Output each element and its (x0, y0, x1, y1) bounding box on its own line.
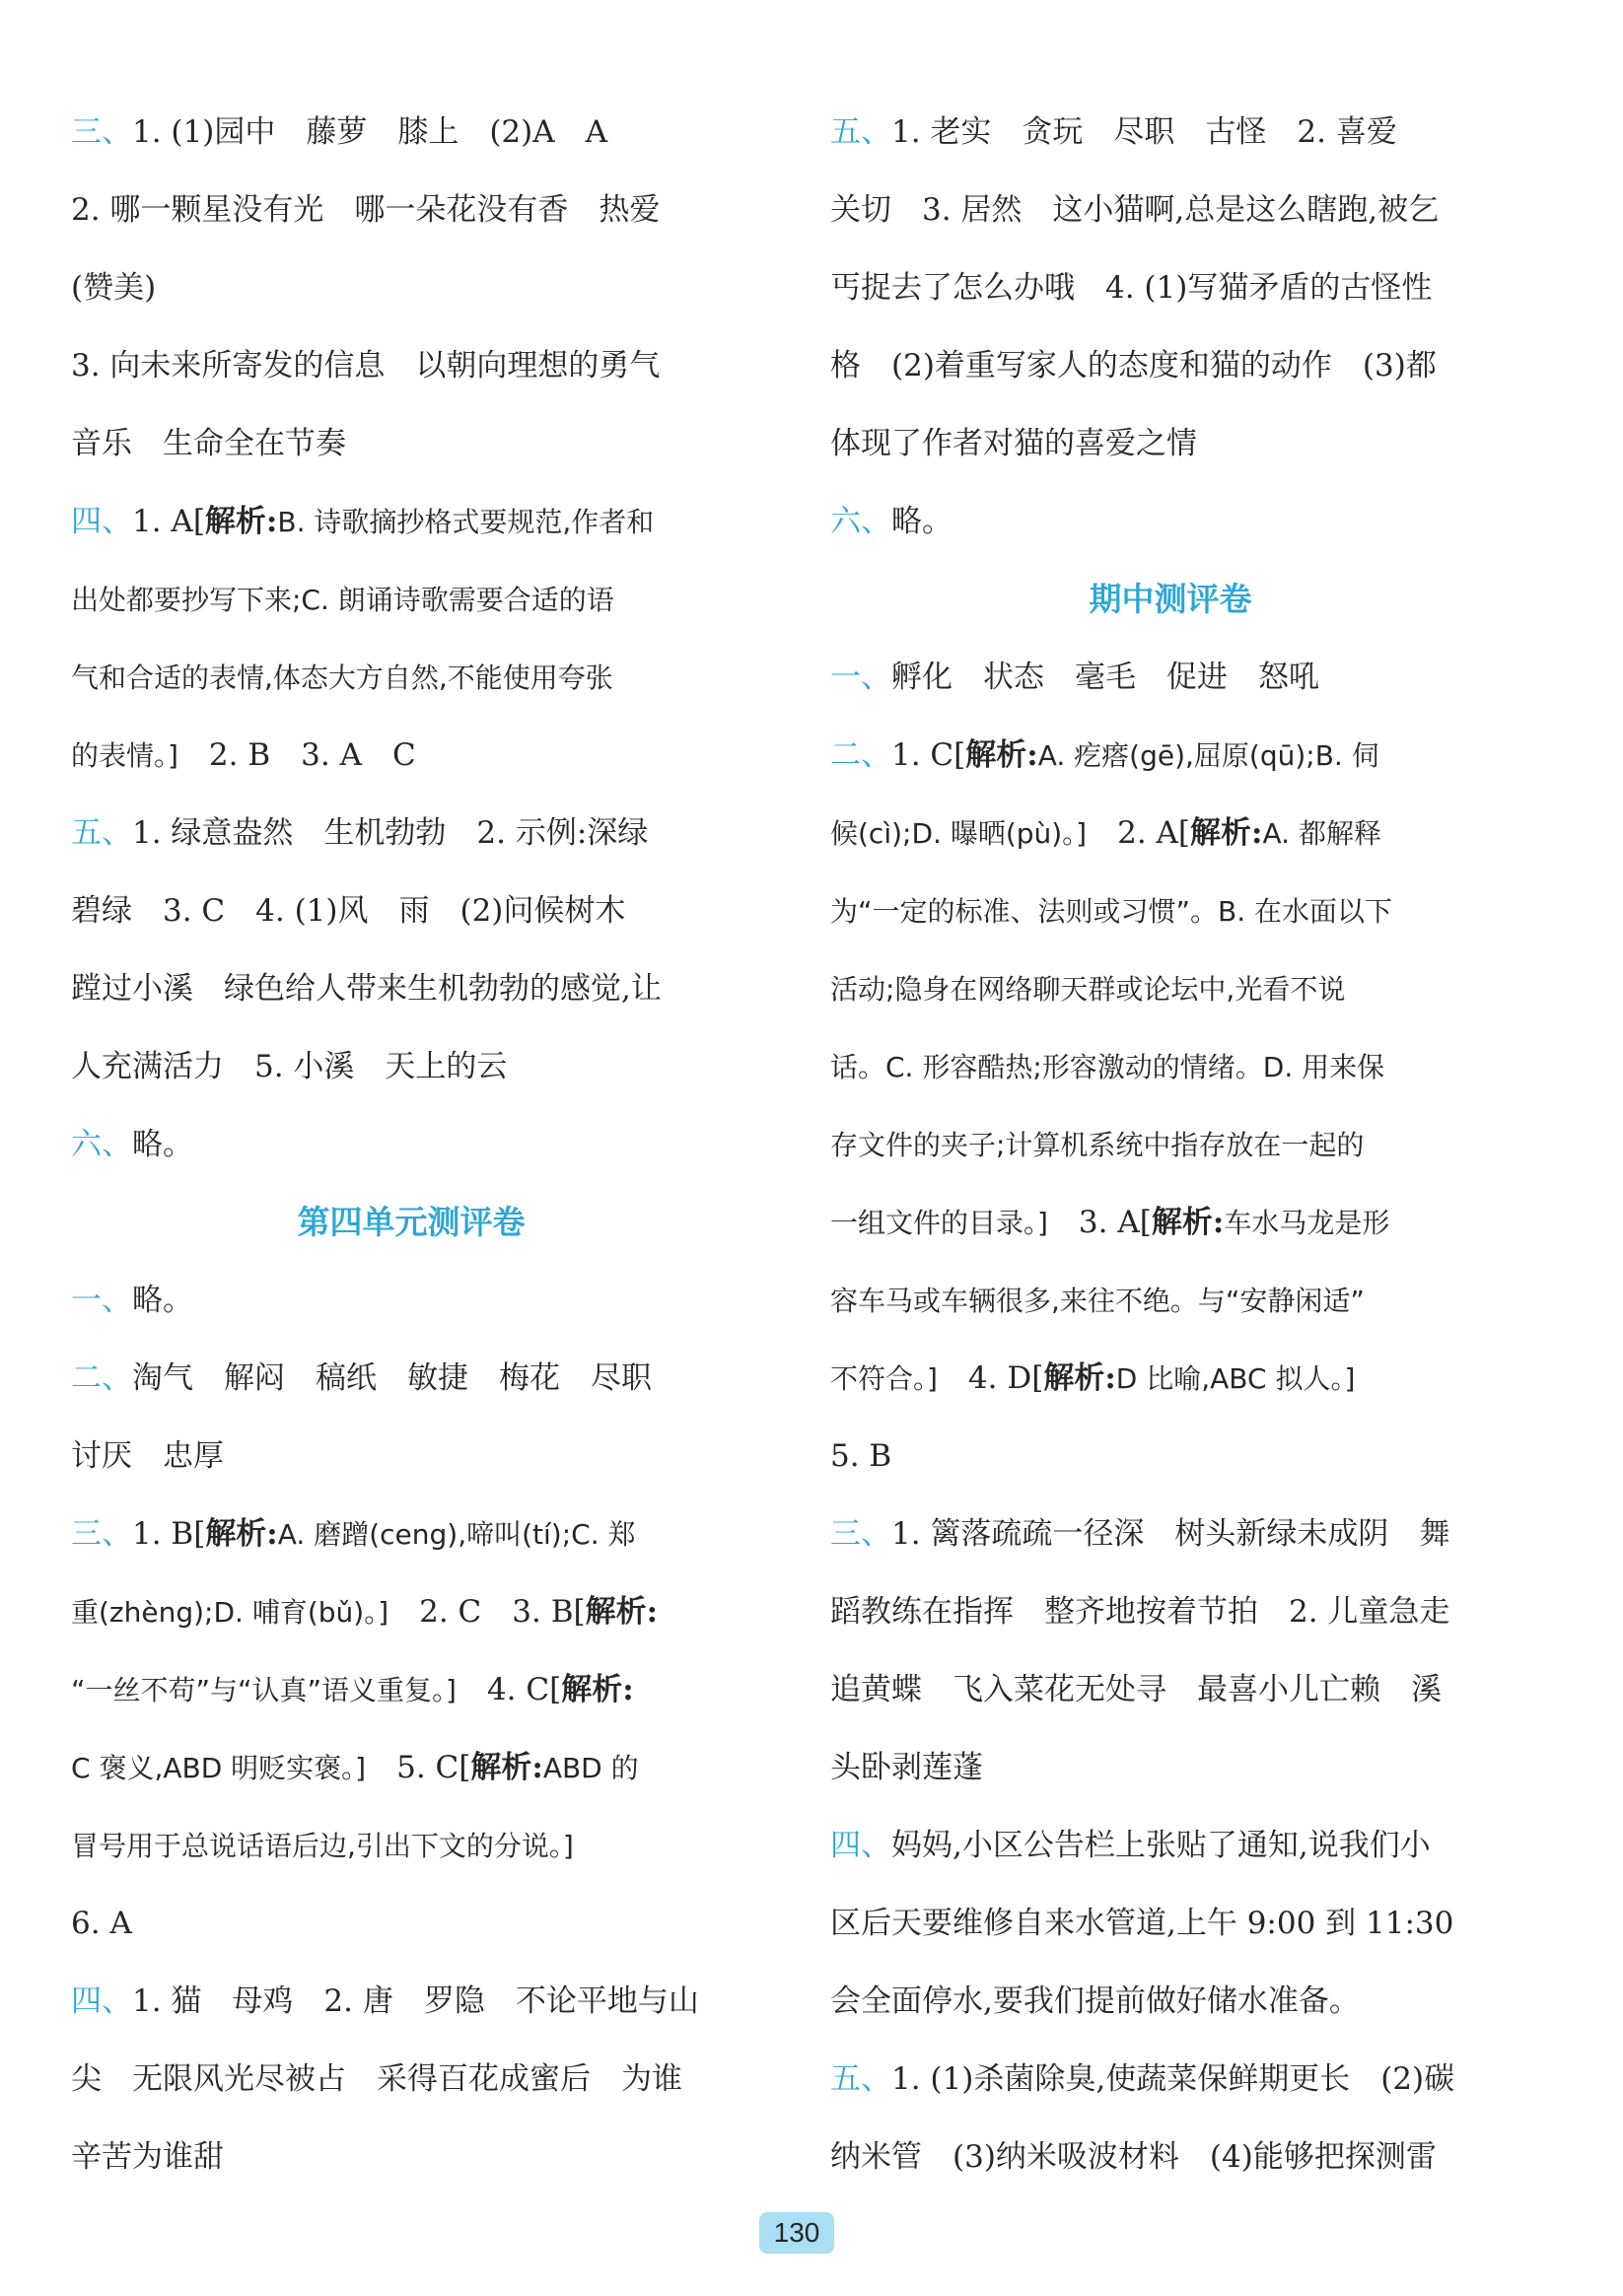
answer-line (71, 1898, 751, 1976)
answer-line (830, 652, 1511, 730)
answer-text: 1. B[ (132, 1516, 206, 1552)
answer-text: 头卧剥莲蓬 (830, 1750, 983, 1785)
answer-text: C 褒义,ABD 明贬实褒。] (71, 1752, 367, 1784)
answer-text: 4. C[ (456, 1672, 562, 1707)
answer-line (830, 1197, 1511, 1275)
answer-line (71, 418, 751, 496)
answer-text: 丐捉去了怎么办哦 4. (1)写猫矛盾的古怪性 (830, 270, 1433, 306)
answer-column-right (830, 106, 1511, 2209)
answer-line (71, 1508, 751, 1586)
answer-line (71, 496, 751, 574)
answer-text: A. 都解释 (1262, 817, 1381, 850)
answer-text: 不符合。] (830, 1362, 938, 1395)
answer-text: 纳米管 (3)纳米吸波材料 (4)能够把探测雷 (830, 2139, 1437, 2175)
answer-line (71, 885, 751, 963)
answer-column-left (71, 106, 751, 2209)
answer-line (830, 807, 1511, 885)
answer-text: 人充满活力 5. 小溪 天上的云 (71, 1049, 508, 1084)
answer-line (830, 496, 1511, 574)
answer-text: 蹚过小溪 绿色给人带来生机勃勃的感觉,让 (71, 971, 662, 1007)
answer-text: 一组文件的目录。] (830, 1207, 1048, 1239)
answer-text: 4. D[ (937, 1360, 1044, 1396)
explanation-label: 解析: (470, 1750, 543, 1785)
answer-text: 1. (1)园中 藤萝 膝上 (2)A A (132, 114, 608, 150)
question-number: 三、 (830, 1516, 891, 1552)
question-number: 三、 (71, 114, 132, 150)
explanation-label: 解析: (1190, 815, 1263, 851)
answer-text: 妈妈,小区公告栏上张贴了通知,说我们小 (891, 1828, 1431, 1863)
answer-text: 候(cì);D. 曝晒(pù)。] (830, 817, 1088, 850)
answer-text: 会全面停水,要我们提前做好储水准备。 (830, 1983, 1360, 2019)
explanation-label: 解析: (561, 1672, 634, 1707)
question-number: 二、 (71, 1360, 132, 1396)
question-number: 四、 (71, 504, 132, 539)
answer-text: 2. B 3. A C (177, 737, 416, 773)
answer-text: 第四单元测评卷 (297, 1203, 526, 1241)
answer-text: 1. (1)杀菌除臭,使蔬菜保鲜期更长 (2)碳 (891, 2061, 1455, 2097)
answer-text: 略。 (891, 504, 953, 539)
answer-text: 容车马或车辆很多,来往不绝。与“安静闲适” (830, 1285, 1365, 1317)
answer-text: 区后天要维修自来水管道,上午 9:00 到 11:30 (830, 1906, 1454, 1941)
answer-line (71, 2053, 751, 2131)
answer-text: 3. 向未来所寄发的信息 以朝向理想的勇气 (71, 348, 661, 383)
answer-text: 重(zhèng);D. 哺育(bǔ)。] (71, 1596, 389, 1629)
answer-line (830, 1430, 1511, 1508)
answer-text: 5. B (830, 1438, 892, 1474)
answer-text: 碧绿 3. C 4. (1)风 雨 (2)问候树木 (71, 893, 626, 929)
answer-text: ABD 的 (542, 1752, 639, 1784)
answer-text: 尖 无限风光尽被占 采得百花成蜜后 为谁 (71, 2061, 682, 2097)
question-number: 四、 (830, 1828, 891, 1863)
answer-line (830, 2053, 1511, 2131)
question-number: 五、 (71, 815, 132, 851)
page-number: 130 (759, 2212, 834, 2254)
answer-text: 出处都要抄写下来;C. 朗诵诗歌需要合适的语 (71, 584, 614, 616)
section-heading (830, 574, 1511, 652)
answer-line (830, 1820, 1511, 1898)
explanation-label: 解析: (204, 504, 278, 539)
answer-line (71, 1586, 751, 1664)
answer-text: 格 (2)着重写家人的态度和猫的动作 (3)都 (830, 348, 1437, 383)
answer-line (830, 885, 1511, 963)
answer-line (71, 262, 751, 340)
answer-line (71, 1976, 751, 2053)
answer-line (71, 184, 751, 262)
answer-line (830, 963, 1511, 1041)
explanation-label: 解析: (585, 1594, 659, 1630)
question-number: 一、 (830, 660, 891, 695)
answer-line (71, 1430, 751, 1508)
answer-text: 气和合适的表情,体态大方自然,不能使用夸张 (71, 661, 613, 694)
answer-line (71, 1353, 751, 1430)
answer-line (830, 418, 1511, 496)
answer-text: A. 疙瘩(gē),屈原(qū);B. 伺 (1037, 739, 1379, 772)
answer-line (830, 1742, 1511, 1820)
answer-text: 期中测评卷 (1089, 580, 1252, 618)
answer-text: 略。 (132, 1127, 193, 1162)
answer-line (830, 1353, 1511, 1430)
explanation-label: 解析: (1043, 1360, 1116, 1396)
answer-text: 蹈教练在指挥 整齐地按着节拍 2. 儿童急走 (830, 1594, 1450, 1630)
answer-text: (赞美) (71, 270, 157, 306)
answer-text: 讨厌 忠厚 (71, 1438, 224, 1474)
answer-line (830, 1664, 1511, 1742)
answer-text: 音乐 生命全在节奏 (71, 426, 346, 461)
answer-line (71, 1664, 751, 1742)
answer-text: 6. A (71, 1906, 132, 1941)
answer-line (830, 1041, 1511, 1119)
question-number: 五、 (830, 114, 891, 150)
answer-line (71, 1119, 751, 1197)
answer-line (71, 730, 751, 807)
answer-line (830, 262, 1511, 340)
answer-line (830, 340, 1511, 418)
answer-text: 活动;隐身在网络聊天群或论坛中,光看不说 (830, 973, 1346, 1006)
answer-line (830, 184, 1511, 262)
answer-line (830, 730, 1511, 807)
answer-text: A. 磨蹭(ceng),啼叫(tí);C. 郑 (277, 1518, 636, 1551)
answer-text: 存文件的夹子;计算机系统中指存放在一起的 (830, 1129, 1365, 1161)
answer-text: 孵化 状态 毫毛 促进 怒吼 (891, 660, 1319, 695)
answer-text: 冒号用于总说话语后边,引出下文的分说。] (71, 1830, 574, 1862)
answer-text: 车水马龙是形 (1224, 1207, 1390, 1239)
answer-text: 2. 哪一颗星没有光 哪一朵花没有香 热爱 (71, 192, 661, 228)
question-number: 四、 (71, 1983, 132, 2019)
answer-text: 体现了作者对猫的喜爱之情 (830, 426, 1197, 461)
answer-text: 1. 篱落疏疏一径深 树头新绿未成阴 舞 (891, 1516, 1450, 1552)
answer-line (71, 1742, 751, 1820)
answer-text: 淘气 解闷 稿纸 敏捷 梅花 尽职 (132, 1360, 652, 1396)
answer-text: 的表情。] (71, 739, 178, 772)
answer-text: 1. 绿意盎然 生机勃勃 2. 示例:深绿 (132, 815, 649, 851)
answer-line (71, 574, 751, 652)
question-number: 三、 (71, 1516, 132, 1552)
answer-text: 为“一定的标准、法则或习惯”。B. 在水面以下 (830, 895, 1393, 928)
answer-text: D 比喻,ABC 拟人。] (1115, 1362, 1356, 1395)
answer-line (71, 106, 751, 184)
answer-text: 1. 老实 贪玩 尽职 古怪 2. 喜爱 (891, 114, 1397, 150)
answer-line (71, 1275, 751, 1353)
answer-text: 辛苦为谁甜 (71, 2139, 224, 2175)
answer-line (830, 1119, 1511, 1197)
question-number: 五、 (830, 2061, 891, 2097)
answer-line (71, 340, 751, 418)
answer-text: 1. 猫 母鸡 2. 唐 罗隐 不论平地与山 (132, 1983, 699, 2019)
answer-line (830, 1898, 1511, 1976)
answer-text: 2. C 3. B[ (388, 1594, 586, 1630)
answer-line (830, 1275, 1511, 1353)
answer-line (830, 2131, 1511, 2209)
section-heading (71, 1197, 751, 1275)
answer-text: 3. A[ (1047, 1205, 1152, 1240)
question-number: 六、 (830, 504, 891, 539)
answer-line (71, 1820, 751, 1898)
answer-line (830, 106, 1511, 184)
explanation-label: 解析: (965, 737, 1038, 773)
answer-text: 关切 3. 居然 这小猫啊,总是这么瞎跑,被乞 (830, 192, 1440, 228)
explanation-label: 解析: (205, 1516, 278, 1552)
answer-text: “一丝不苟”与“认真”语义重复。] (71, 1674, 457, 1706)
explanation-label: 解析: (1151, 1205, 1225, 1240)
answer-text: 1. A[ (132, 504, 205, 539)
answer-text: 5. C[ (366, 1750, 471, 1785)
answer-text: 话。C. 形容酷热;形容激动的情绪。D. 用来保 (830, 1051, 1385, 1083)
answer-line (830, 1508, 1511, 1586)
answer-line (830, 1976, 1511, 2053)
answer-text: 1. C[ (891, 737, 966, 773)
answer-line (830, 1586, 1511, 1664)
answer-line (71, 652, 751, 730)
answer-line (71, 963, 751, 1041)
answer-line (71, 1041, 751, 1119)
question-number: 二、 (830, 737, 891, 773)
answer-text: B. 诗歌摘抄格式要规范,作者和 (277, 506, 655, 538)
question-number: 一、 (71, 1283, 132, 1318)
answer-text: 追黄蝶 飞入菜花无处寻 最喜小儿亡赖 溪 (830, 1672, 1442, 1707)
answer-line (71, 2131, 751, 2209)
answer-text: 2. A[ (1087, 815, 1191, 851)
answer-line (71, 807, 751, 885)
answer-text: 略。 (132, 1283, 193, 1318)
question-number: 六、 (71, 1127, 132, 1162)
